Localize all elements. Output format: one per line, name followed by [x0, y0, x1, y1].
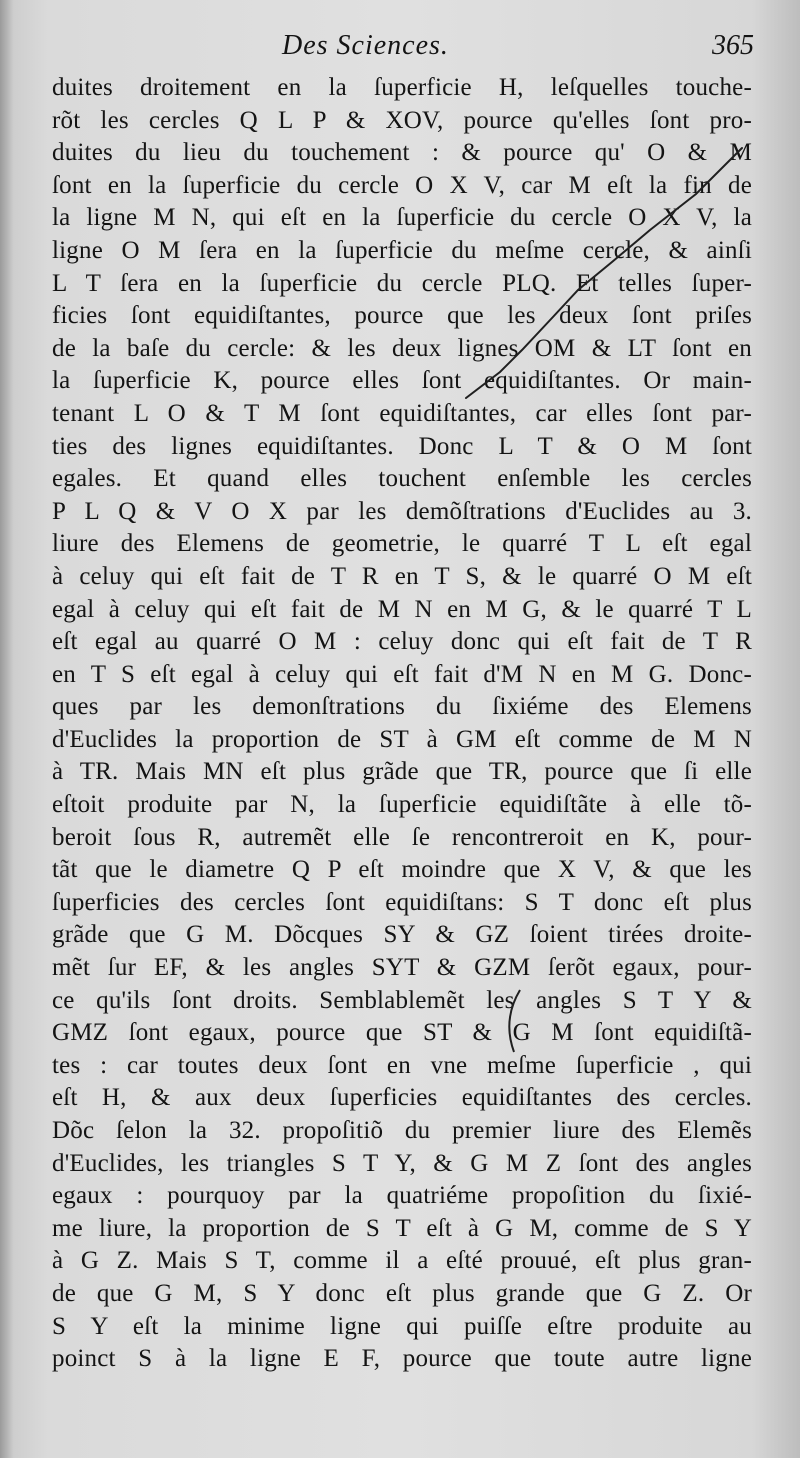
body-text [52, 72, 752, 1376]
text-line: P L Q & V O X par les demõſtrations d'Euclides au 3. [52, 497, 752, 525]
text-line: tãt que le diametre Q P eſt moindre que X V, & que les [52, 856, 752, 884]
text-line: en T S eſt egal à celuy qui eſt fait d'M N en M G. Donc- [52, 660, 752, 688]
text-line: S Y eſt la minime ligne qui puiſſe eſtre produite au [52, 1312, 752, 1340]
text-line: ficies ſont equidiſtantes, pource que les deux ſont priſes [52, 302, 752, 330]
text-line: de que G M, S Y donc eſt plus grande que G Z. Or [52, 1279, 752, 1307]
text-line: poinct S à la ligne E F, pource que toute autre ligne [52, 1345, 752, 1373]
text-line: tenant L O & T M ſont equidiſtantes, car elles ſont par- [52, 399, 752, 427]
text-line: la ligne M N, qui eſt en la ſuperficie du cercle O X V, la [52, 204, 752, 232]
text-line: Dõc ſelon la 32. propoſitiõ du premier liure des Elemẽs [52, 1117, 752, 1144]
text-line: à TR. Mais MN eſt plus grãde que TR, pource que ſi elle [52, 758, 752, 786]
text-line: ques par les demonſtrations du ſixiéme des Elemens [52, 693, 752, 721]
text-line: eſt egal au quarré O M : celuy donc qui eſt fait de T R [52, 628, 752, 656]
text-line: d'Euclides, les triangles S T Y, & G M Z ſont des angles [52, 1149, 752, 1177]
text-line: egales. Et quand elles touchent enſemble les cercles [52, 465, 752, 493]
text-line: duites droitement en la ſuperficie H, leſquelles touche- [52, 74, 752, 101]
text-line: grãde que G M. Dõcques SY & GZ ſoient tirées droite- [52, 921, 752, 949]
text-line: ſont en la ſuperficie du cercle O X V, car M eſt la fin de [52, 171, 752, 199]
text-line: ligne O M ſera en la ſuperficie du meſme cercle, & ainſi [52, 236, 752, 264]
running-head [0, 30, 800, 72]
text-line: GMZ ſont egaux, pource que ST & G M ſont equidiſtã- [52, 1019, 752, 1047]
text-line: rõt les cercles Q L P & XOV, pource qu'elles ſont pro- [52, 106, 752, 134]
text-line: la ſuperficie K, pource elles ſont equidiſtantes. Or main- [52, 367, 752, 395]
running-head-title: Des Sciences. [282, 30, 449, 61]
text-line: à G Z. Mais S T, comme il a eſté prouué, eſt plus gran- [52, 1247, 752, 1275]
text-line: de la baſe du cercle: & les deux lignes OM & LT ſont en [52, 334, 752, 362]
text-line: mẽt ſur EF, & les angles SYT & GZM ſerõt egaux, pour- [52, 954, 752, 982]
text-line: egal à celuy qui eſt fait de M N en M G, & le quarré T L [52, 595, 752, 623]
text-line: beroit ſous R, autremẽt elle ſe rencontreroit en K, pour- [52, 823, 752, 851]
text-line: me liure, la proportion de S T eſt à G M, comme de S Y [52, 1214, 752, 1242]
text-line: duites du lieu du touchement : & pource qu' O & M [52, 139, 752, 167]
text-line: d'Euclides la proportion de ST à GM eſt comme de M N [52, 725, 752, 753]
page-number: 365 [712, 30, 754, 61]
text-line: à celuy qui eſt fait de T R en T S, & le quarré O M eſt [52, 562, 752, 590]
text-line: eſt H, & aux deux ſuperficies equidiſtantes des cercles. [52, 1084, 752, 1112]
text-line: ſuperficies des cercles ſont equidiſtans: S T donc eſt plus [52, 888, 752, 916]
text-line: egaux : pourquoy par la quatriéme propoſition du ſixié- [52, 1182, 752, 1210]
text-line: tes : car toutes deux ſont en vne meſme ſuperficie , qui [52, 1051, 752, 1079]
text-line: L T ſera en la ſuperficie du cercle PLQ. Et telles ſuper- [52, 269, 752, 297]
text-line: ties des lignes equidiſtantes. Donc L T & O M ſont [52, 432, 752, 460]
text-line: eſtoit produite par N, la ſuperficie equidiſtãte à elle tõ- [52, 791, 752, 819]
text-line: liure des Elemens de geometrie, le quarré T L eſt egal [52, 530, 752, 558]
page-edge-shadow [0, 0, 14, 1458]
text-line: ce qu'ils ſont droits. Semblablemẽt les angles S T Y & [52, 986, 752, 1014]
